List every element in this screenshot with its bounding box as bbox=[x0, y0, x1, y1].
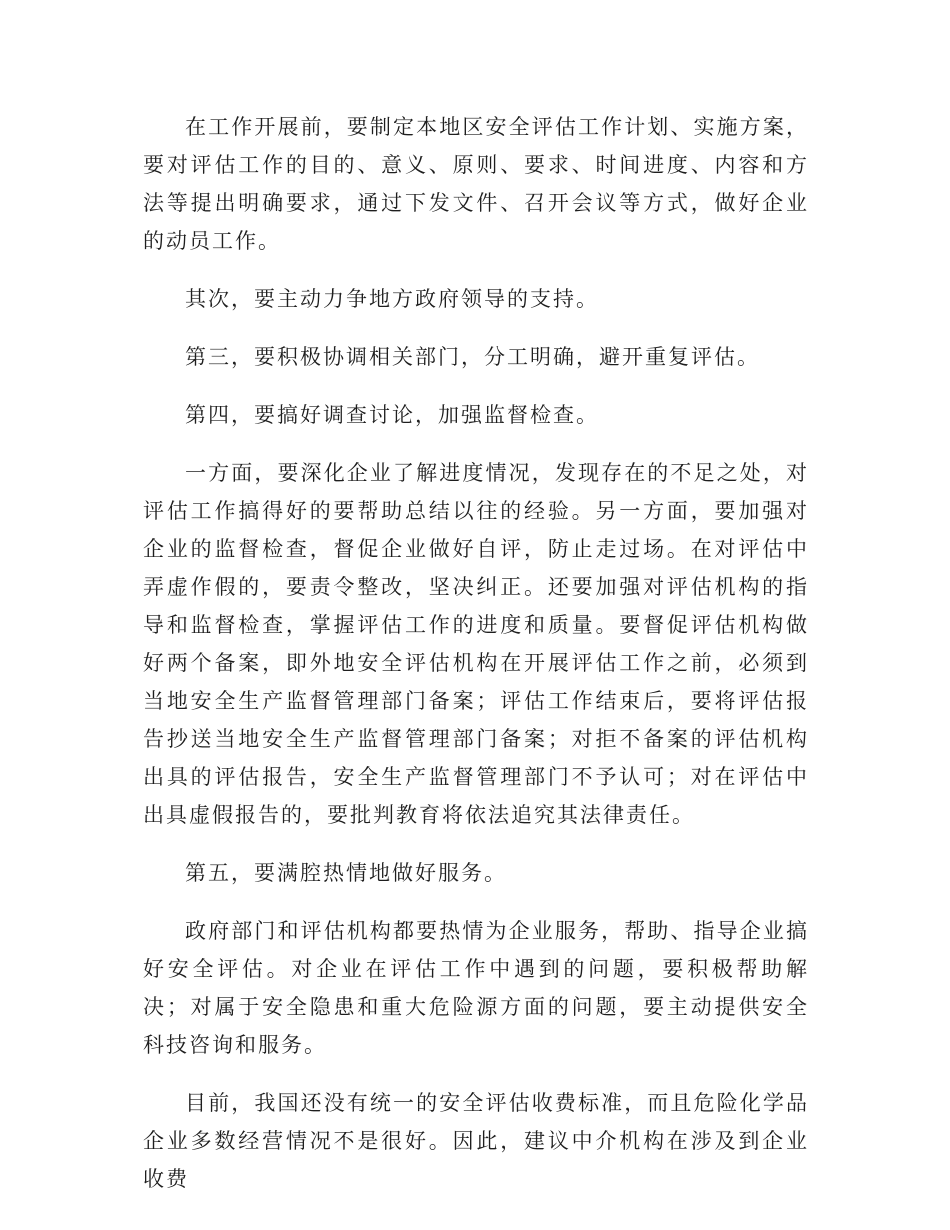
paragraph-supervision: 一方面，要深化企业了解进度情况，发现存在的不足之处，对评估工作搞得好的要帮助总结以往的经验。另一方面，要加强对企业的监督检查，督促企业做好自评，防止走过场。在对评估中弄虚作假的，要责令整改，坚决纠正。还要加强对评估机构的指导和监督检查，掌握评估工作的进度和质量。要督促评估机构做好两个备案，即外地安全评估机构在开展评估工作之前，必须到当地安全生产监督管理部门备案；评估工作结束后，要将评估报告抄送当地安全生产监督管理部门备案；对拒不备案的评估机构出具的评估报告，安全生产监督管理部门不予认可；对在评估中出具虚假报告的，要批判教育将依法追究其法律责任。 bbox=[143, 461, 809, 827]
paragraph-service: 政府部门和评估机构都要热情为企业服务，帮助、指导企业搞好安全评估。对企业在评估工作中遇到的问题，要积极帮助解决；对属于安全隐患和重大危险源方面的问题，要主动提供安全科技咨询和服务。 bbox=[143, 919, 809, 1057]
paragraph-fourth: 第四，要搞好调查讨论，加强监督检查。 bbox=[185, 403, 599, 427]
document-body bbox=[143, 108, 809, 1218]
paragraph-second: 其次，要主动力争地方政府领导的支持。 bbox=[185, 287, 599, 311]
paragraph-fees: 目前，我国还没有统一的安全评估收费标准，而且危险化学品企业多数经营情况不是很好。因此，建议中介机构在涉及到企业收费 bbox=[143, 1091, 809, 1191]
paragraph-fifth: 第五，要满腔热情地做好服务。 bbox=[185, 861, 507, 885]
paragraph-third: 第三，要积极协调相关部门，分工明确，避开重复评估。 bbox=[185, 345, 760, 369]
paragraph-work-plan: 在工作开展前，要制定本地区安全评估工作计划、实施方案，要对评估工作的目的、意义、原则、要求、时间进度、内容和方法等提出明确要求，通过下发文件、召开会议等方式，做好企业的动员工作。 bbox=[143, 115, 809, 253]
